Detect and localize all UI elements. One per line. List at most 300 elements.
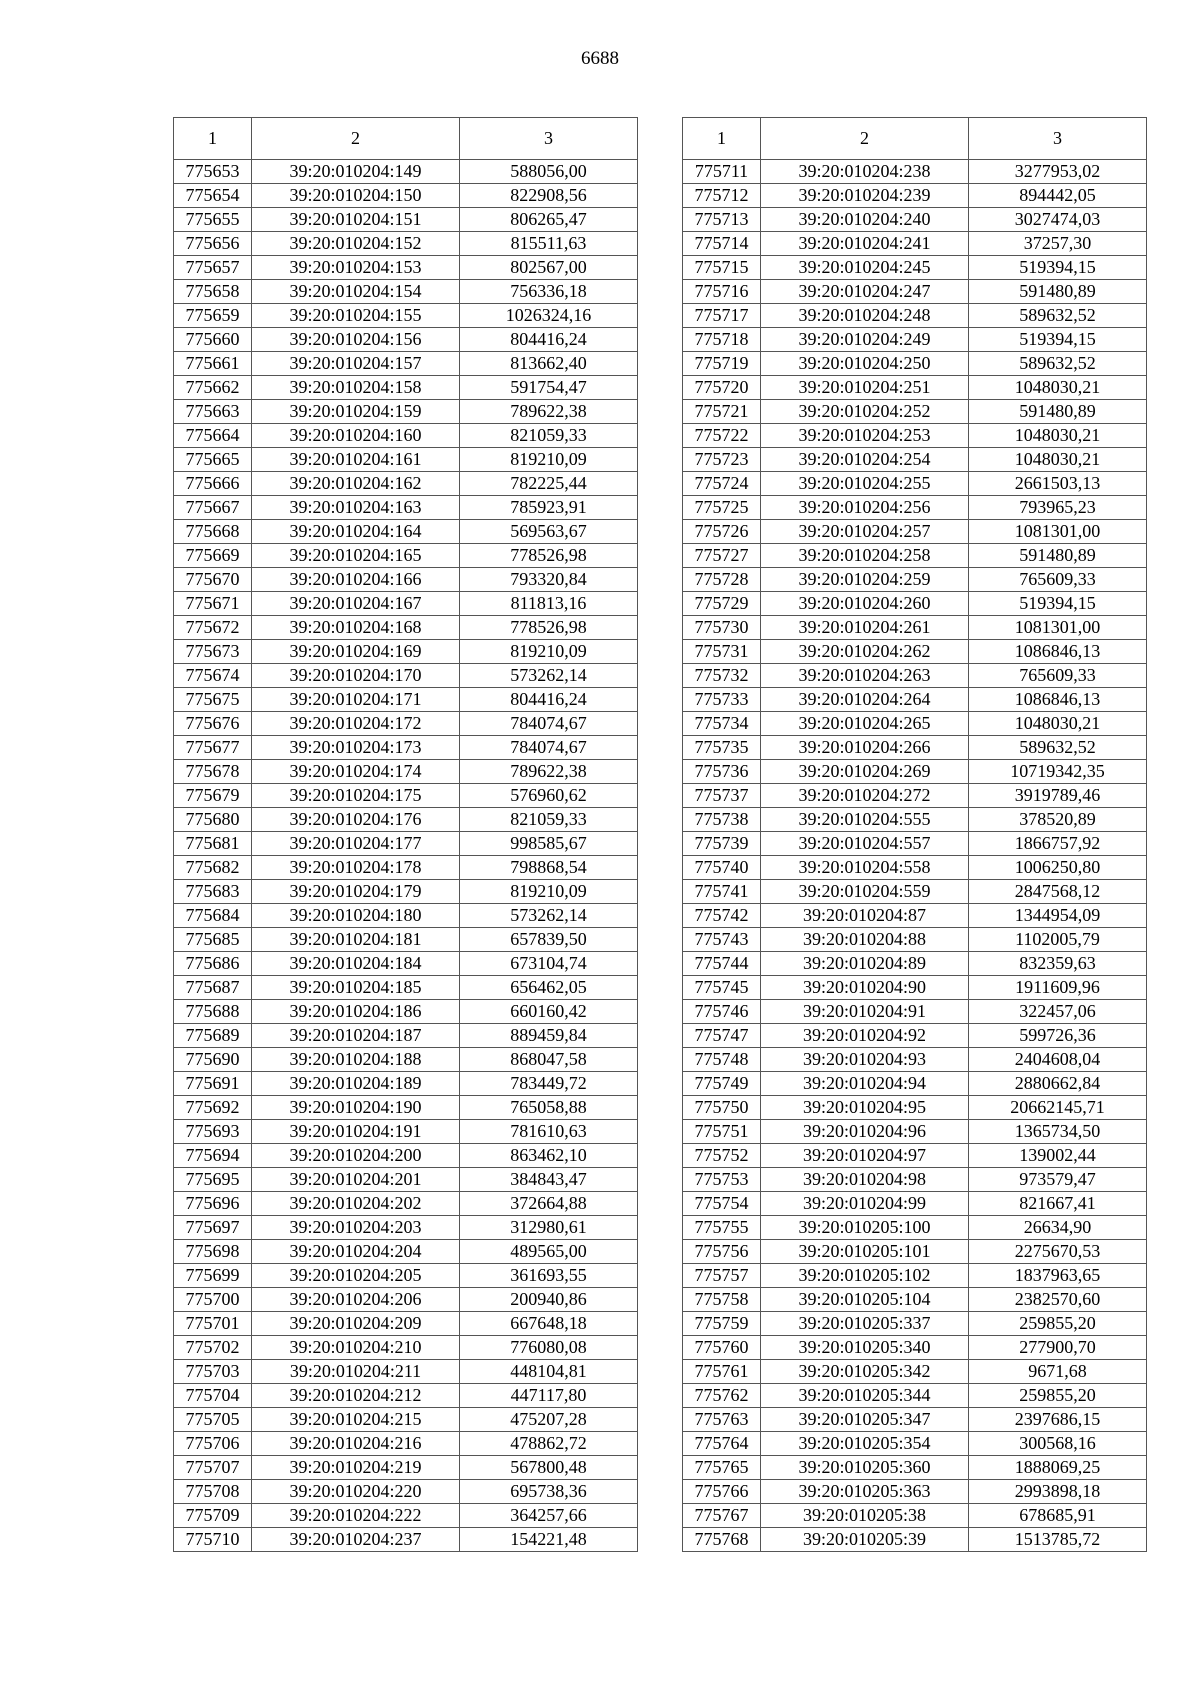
cell-number: 775736 bbox=[683, 760, 761, 784]
cell-cadastral-id: 39:20:010204:150 bbox=[252, 184, 460, 208]
cell-cadastral-id: 39:20:010205:363 bbox=[761, 1480, 969, 1504]
cell-value: 813662,40 bbox=[460, 352, 638, 376]
table-row bbox=[683, 616, 1147, 640]
page-number: 6688 bbox=[581, 48, 619, 69]
table-row bbox=[174, 400, 638, 424]
cell-number: 775721 bbox=[683, 400, 761, 424]
cell-cadastral-id: 39:20:010205:342 bbox=[761, 1360, 969, 1384]
table-row bbox=[683, 784, 1147, 808]
cell-cadastral-id: 39:20:010204:212 bbox=[252, 1384, 460, 1408]
cell-number: 775680 bbox=[174, 808, 252, 832]
table-row bbox=[683, 1408, 1147, 1432]
cell-cadastral-id: 39:20:010204:248 bbox=[761, 304, 969, 328]
table-row bbox=[683, 568, 1147, 592]
cell-cadastral-id: 39:20:010204:247 bbox=[761, 280, 969, 304]
table-row bbox=[683, 1024, 1147, 1048]
table-row bbox=[683, 1504, 1147, 1528]
cell-cadastral-id: 39:20:010204:191 bbox=[252, 1120, 460, 1144]
cell-cadastral-id: 39:20:010204:176 bbox=[252, 808, 460, 832]
cell-value: 1888069,25 bbox=[969, 1456, 1147, 1480]
cell-value: 1026324,16 bbox=[460, 304, 638, 328]
cell-value: 695738,36 bbox=[460, 1480, 638, 1504]
cell-cadastral-id: 39:20:010204:250 bbox=[761, 352, 969, 376]
cell-cadastral-id: 39:20:010204:239 bbox=[761, 184, 969, 208]
cell-cadastral-id: 39:20:010204:177 bbox=[252, 832, 460, 856]
cell-cadastral-id: 39:20:010204:222 bbox=[252, 1504, 460, 1528]
cell-number: 775697 bbox=[174, 1216, 252, 1240]
cell-value: 815511,63 bbox=[460, 232, 638, 256]
cell-number: 775719 bbox=[683, 352, 761, 376]
cell-value: 784074,67 bbox=[460, 712, 638, 736]
cell-value: 804416,24 bbox=[460, 688, 638, 712]
cell-value: 322457,06 bbox=[969, 1000, 1147, 1024]
cell-cadastral-id: 39:20:010205:354 bbox=[761, 1432, 969, 1456]
table-row bbox=[683, 232, 1147, 256]
table-row bbox=[174, 592, 638, 616]
cell-number: 775709 bbox=[174, 1504, 252, 1528]
cell-number: 775712 bbox=[683, 184, 761, 208]
cell-number: 775766 bbox=[683, 1480, 761, 1504]
cell-cadastral-id: 39:20:010204:557 bbox=[761, 832, 969, 856]
table-row bbox=[174, 544, 638, 568]
cell-number: 775656 bbox=[174, 232, 252, 256]
cell-cadastral-id: 39:20:010204:256 bbox=[761, 496, 969, 520]
cell-number: 775732 bbox=[683, 664, 761, 688]
cell-cadastral-id: 39:20:010204:89 bbox=[761, 952, 969, 976]
cell-value: 765058,88 bbox=[460, 1096, 638, 1120]
table-row bbox=[174, 208, 638, 232]
table-row bbox=[683, 208, 1147, 232]
table-row bbox=[683, 688, 1147, 712]
table-row bbox=[683, 352, 1147, 376]
cell-cadastral-id: 39:20:010204:152 bbox=[252, 232, 460, 256]
table-row bbox=[683, 1480, 1147, 1504]
table-row bbox=[683, 1120, 1147, 1144]
cell-number: 775768 bbox=[683, 1528, 761, 1552]
right-data-table bbox=[682, 117, 1147, 1552]
cell-cadastral-id: 39:20:010204:171 bbox=[252, 688, 460, 712]
cell-value: 656462,05 bbox=[460, 976, 638, 1000]
cell-number: 775722 bbox=[683, 424, 761, 448]
table-row bbox=[174, 832, 638, 856]
cell-cadastral-id: 39:20:010204:99 bbox=[761, 1192, 969, 1216]
table-row bbox=[174, 184, 638, 208]
cell-value: 2397686,15 bbox=[969, 1408, 1147, 1432]
cell-number: 775764 bbox=[683, 1432, 761, 1456]
cell-value: 1048030,21 bbox=[969, 448, 1147, 472]
table-row bbox=[174, 1048, 638, 1072]
cell-cadastral-id: 39:20:010204:209 bbox=[252, 1312, 460, 1336]
cell-number: 775731 bbox=[683, 640, 761, 664]
cell-number: 775758 bbox=[683, 1288, 761, 1312]
cell-number: 775655 bbox=[174, 208, 252, 232]
cell-value: 819210,09 bbox=[460, 640, 638, 664]
table-row bbox=[174, 760, 638, 784]
cell-number: 775658 bbox=[174, 280, 252, 304]
table-row bbox=[174, 664, 638, 688]
cell-number: 775733 bbox=[683, 688, 761, 712]
cell-cadastral-id: 39:20:010204:201 bbox=[252, 1168, 460, 1192]
cell-value: 1837963,65 bbox=[969, 1264, 1147, 1288]
cell-value: 591754,47 bbox=[460, 376, 638, 400]
table-row bbox=[683, 1000, 1147, 1024]
cell-value: 300568,16 bbox=[969, 1432, 1147, 1456]
cell-number: 775699 bbox=[174, 1264, 252, 1288]
table-row bbox=[683, 184, 1147, 208]
cell-value: 3027474,03 bbox=[969, 208, 1147, 232]
cell-cadastral-id: 39:20:010204:190 bbox=[252, 1096, 460, 1120]
table-row bbox=[683, 1144, 1147, 1168]
column-header-number: 1 bbox=[683, 118, 761, 160]
cell-cadastral-id: 39:20:010204:220 bbox=[252, 1480, 460, 1504]
cell-number: 775737 bbox=[683, 784, 761, 808]
cell-value: 569563,67 bbox=[460, 520, 638, 544]
cell-value: 657839,50 bbox=[460, 928, 638, 952]
cell-cadastral-id: 39:20:010204:210 bbox=[252, 1336, 460, 1360]
cell-cadastral-id: 39:20:010204:92 bbox=[761, 1024, 969, 1048]
table-row bbox=[683, 304, 1147, 328]
cell-value: 765609,33 bbox=[969, 568, 1147, 592]
cell-number: 775683 bbox=[174, 880, 252, 904]
cell-cadastral-id: 39:20:010204:254 bbox=[761, 448, 969, 472]
cell-number: 775672 bbox=[174, 616, 252, 640]
cell-value: 785923,91 bbox=[460, 496, 638, 520]
cell-value: 973579,47 bbox=[969, 1168, 1147, 1192]
cell-cadastral-id: 39:20:010204:261 bbox=[761, 616, 969, 640]
cell-cadastral-id: 39:20:010204:185 bbox=[252, 976, 460, 1000]
cell-value: 2404608,04 bbox=[969, 1048, 1147, 1072]
cell-number: 775695 bbox=[174, 1168, 252, 1192]
table-row bbox=[174, 496, 638, 520]
table-row bbox=[174, 352, 638, 376]
table-row bbox=[174, 1432, 638, 1456]
cell-value: 519394,15 bbox=[969, 328, 1147, 352]
cell-value: 1344954,09 bbox=[969, 904, 1147, 928]
cell-number: 775741 bbox=[683, 880, 761, 904]
cell-value: 778526,98 bbox=[460, 616, 638, 640]
cell-number: 775753 bbox=[683, 1168, 761, 1192]
cell-number: 775668 bbox=[174, 520, 252, 544]
cell-cadastral-id: 39:20:010204:91 bbox=[761, 1000, 969, 1024]
table-row bbox=[174, 712, 638, 736]
cell-value: 789622,38 bbox=[460, 760, 638, 784]
cell-cadastral-id: 39:20:010204:238 bbox=[761, 160, 969, 184]
cell-value: 2275670,53 bbox=[969, 1240, 1147, 1264]
table-row bbox=[174, 256, 638, 280]
header-row bbox=[174, 118, 638, 160]
table-row bbox=[174, 1336, 638, 1360]
cell-number: 775726 bbox=[683, 520, 761, 544]
cell-number: 775659 bbox=[174, 304, 252, 328]
cell-number: 775686 bbox=[174, 952, 252, 976]
cell-cadastral-id: 39:20:010204:211 bbox=[252, 1360, 460, 1384]
table-row bbox=[683, 328, 1147, 352]
cell-cadastral-id: 39:20:010205:347 bbox=[761, 1408, 969, 1432]
table-row bbox=[174, 1408, 638, 1432]
cell-number: 775704 bbox=[174, 1384, 252, 1408]
cell-value: 259855,20 bbox=[969, 1312, 1147, 1336]
cell-cadastral-id: 39:20:010204:93 bbox=[761, 1048, 969, 1072]
cell-number: 775707 bbox=[174, 1456, 252, 1480]
cell-number: 775754 bbox=[683, 1192, 761, 1216]
cell-number: 775671 bbox=[174, 592, 252, 616]
cell-value: 802567,00 bbox=[460, 256, 638, 280]
table-row bbox=[683, 592, 1147, 616]
table-row bbox=[174, 1168, 638, 1192]
cell-number: 775738 bbox=[683, 808, 761, 832]
cell-value: 784074,67 bbox=[460, 736, 638, 760]
cell-cadastral-id: 39:20:010204:153 bbox=[252, 256, 460, 280]
cell-cadastral-id: 39:20:010204:165 bbox=[252, 544, 460, 568]
cell-cadastral-id: 39:20:010205:337 bbox=[761, 1312, 969, 1336]
cell-number: 775734 bbox=[683, 712, 761, 736]
cell-number: 775715 bbox=[683, 256, 761, 280]
cell-cadastral-id: 39:20:010204:187 bbox=[252, 1024, 460, 1048]
cell-cadastral-id: 39:20:010204:161 bbox=[252, 448, 460, 472]
column-header-value: 3 bbox=[969, 118, 1147, 160]
table-row bbox=[683, 1072, 1147, 1096]
table-row bbox=[683, 400, 1147, 424]
cell-cadastral-id: 39:20:010204:163 bbox=[252, 496, 460, 520]
cell-value: 589632,52 bbox=[969, 352, 1147, 376]
cell-number: 775714 bbox=[683, 232, 761, 256]
cell-value: 756336,18 bbox=[460, 280, 638, 304]
cell-number: 775760 bbox=[683, 1336, 761, 1360]
table-row bbox=[683, 1456, 1147, 1480]
cell-cadastral-id: 39:20:010204:266 bbox=[761, 736, 969, 760]
cell-value: 591480,89 bbox=[969, 544, 1147, 568]
cell-cadastral-id: 39:20:010204:204 bbox=[252, 1240, 460, 1264]
cell-value: 811813,16 bbox=[460, 592, 638, 616]
table-row bbox=[174, 328, 638, 352]
cell-value: 277900,70 bbox=[969, 1336, 1147, 1360]
cell-number: 775657 bbox=[174, 256, 252, 280]
table-row bbox=[683, 880, 1147, 904]
cell-number: 775730 bbox=[683, 616, 761, 640]
cell-value: 2661503,13 bbox=[969, 472, 1147, 496]
table-row bbox=[683, 1336, 1147, 1360]
cell-value: 384843,47 bbox=[460, 1168, 638, 1192]
table-row bbox=[683, 1240, 1147, 1264]
cell-number: 775682 bbox=[174, 856, 252, 880]
cell-cadastral-id: 39:20:010204:240 bbox=[761, 208, 969, 232]
cell-value: 139002,44 bbox=[969, 1144, 1147, 1168]
cell-cadastral-id: 39:20:010204:173 bbox=[252, 736, 460, 760]
cell-value: 1866757,92 bbox=[969, 832, 1147, 856]
cell-value: 1006250,80 bbox=[969, 856, 1147, 880]
cell-cadastral-id: 39:20:010204:251 bbox=[761, 376, 969, 400]
table-row bbox=[174, 688, 638, 712]
cell-cadastral-id: 39:20:010204:87 bbox=[761, 904, 969, 928]
cell-number: 775708 bbox=[174, 1480, 252, 1504]
cell-value: 1102005,79 bbox=[969, 928, 1147, 952]
cell-value: 782225,44 bbox=[460, 472, 638, 496]
cell-number: 775728 bbox=[683, 568, 761, 592]
cell-cadastral-id: 39:20:010204:180 bbox=[252, 904, 460, 928]
table-body bbox=[174, 160, 638, 1552]
cell-number: 775759 bbox=[683, 1312, 761, 1336]
cell-number: 775693 bbox=[174, 1120, 252, 1144]
cell-value: 361693,55 bbox=[460, 1264, 638, 1288]
cell-value: 894442,05 bbox=[969, 184, 1147, 208]
table-row bbox=[683, 496, 1147, 520]
cell-cadastral-id: 39:20:010204:96 bbox=[761, 1120, 969, 1144]
cell-value: 37257,30 bbox=[969, 232, 1147, 256]
cell-number: 775689 bbox=[174, 1024, 252, 1048]
cell-value: 793965,23 bbox=[969, 496, 1147, 520]
cell-value: 589632,52 bbox=[969, 304, 1147, 328]
cell-number: 775761 bbox=[683, 1360, 761, 1384]
cell-number: 775665 bbox=[174, 448, 252, 472]
cell-cadastral-id: 39:20:010205:344 bbox=[761, 1384, 969, 1408]
cell-cadastral-id: 39:20:010204:174 bbox=[252, 760, 460, 784]
cell-value: 372664,88 bbox=[460, 1192, 638, 1216]
cell-number: 775717 bbox=[683, 304, 761, 328]
cell-value: 519394,15 bbox=[969, 256, 1147, 280]
cell-value: 588056,00 bbox=[460, 160, 638, 184]
table-row bbox=[174, 1240, 638, 1264]
table-row bbox=[174, 568, 638, 592]
table-row bbox=[174, 1288, 638, 1312]
left-data-table bbox=[173, 117, 638, 1552]
cell-number: 775653 bbox=[174, 160, 252, 184]
cell-cadastral-id: 39:20:010205:102 bbox=[761, 1264, 969, 1288]
table-row bbox=[683, 712, 1147, 736]
cell-value: 519394,15 bbox=[969, 592, 1147, 616]
table-row bbox=[174, 808, 638, 832]
cell-cadastral-id: 39:20:010204:200 bbox=[252, 1144, 460, 1168]
cell-value: 10719342,35 bbox=[969, 760, 1147, 784]
cell-cadastral-id: 39:20:010205:101 bbox=[761, 1240, 969, 1264]
table-row bbox=[683, 736, 1147, 760]
table-row bbox=[683, 1312, 1147, 1336]
cell-value: 378520,89 bbox=[969, 808, 1147, 832]
table-row bbox=[174, 1480, 638, 1504]
cell-number: 775703 bbox=[174, 1360, 252, 1384]
table-row bbox=[683, 904, 1147, 928]
cell-value: 200940,86 bbox=[460, 1288, 638, 1312]
cell-value: 1048030,21 bbox=[969, 424, 1147, 448]
table-row bbox=[174, 1072, 638, 1096]
cell-number: 775705 bbox=[174, 1408, 252, 1432]
cell-value: 789622,38 bbox=[460, 400, 638, 424]
cell-cadastral-id: 39:20:010204:151 bbox=[252, 208, 460, 232]
cell-value: 448104,81 bbox=[460, 1360, 638, 1384]
cell-cadastral-id: 39:20:010204:205 bbox=[252, 1264, 460, 1288]
cell-cadastral-id: 39:20:010204:241 bbox=[761, 232, 969, 256]
cell-value: 821059,33 bbox=[460, 424, 638, 448]
cell-value: 2847568,12 bbox=[969, 880, 1147, 904]
cell-value: 804416,24 bbox=[460, 328, 638, 352]
cell-cadastral-id: 39:20:010204:202 bbox=[252, 1192, 460, 1216]
table-row bbox=[174, 904, 638, 928]
cell-number: 775694 bbox=[174, 1144, 252, 1168]
cell-value: 1086846,13 bbox=[969, 688, 1147, 712]
cell-number: 775690 bbox=[174, 1048, 252, 1072]
cell-number: 775706 bbox=[174, 1432, 252, 1456]
cell-value: 1086846,13 bbox=[969, 640, 1147, 664]
table-row bbox=[683, 160, 1147, 184]
cell-number: 775744 bbox=[683, 952, 761, 976]
cell-value: 475207,28 bbox=[460, 1408, 638, 1432]
table-row bbox=[683, 640, 1147, 664]
cell-number: 775677 bbox=[174, 736, 252, 760]
cell-value: 868047,58 bbox=[460, 1048, 638, 1072]
cell-number: 775687 bbox=[174, 976, 252, 1000]
cell-number: 775718 bbox=[683, 328, 761, 352]
cell-value: 489565,00 bbox=[460, 1240, 638, 1264]
cell-value: 26634,90 bbox=[969, 1216, 1147, 1240]
table-row bbox=[683, 1096, 1147, 1120]
cell-value: 20662145,71 bbox=[969, 1096, 1147, 1120]
cell-cadastral-id: 39:20:010204:249 bbox=[761, 328, 969, 352]
cell-value: 1513785,72 bbox=[969, 1528, 1147, 1552]
table-row bbox=[174, 160, 638, 184]
table-row bbox=[174, 1000, 638, 1024]
cell-cadastral-id: 39:20:010204:186 bbox=[252, 1000, 460, 1024]
cell-value: 591480,89 bbox=[969, 400, 1147, 424]
cell-cadastral-id: 39:20:010204:559 bbox=[761, 880, 969, 904]
table-row bbox=[683, 520, 1147, 544]
cell-value: 889459,84 bbox=[460, 1024, 638, 1048]
cell-value: 776080,08 bbox=[460, 1336, 638, 1360]
table-body bbox=[683, 160, 1147, 1552]
table-row bbox=[174, 1456, 638, 1480]
cell-number: 775660 bbox=[174, 328, 252, 352]
table-row bbox=[174, 880, 638, 904]
cell-cadastral-id: 39:20:010204:555 bbox=[761, 808, 969, 832]
cell-number: 775729 bbox=[683, 592, 761, 616]
cell-number: 775666 bbox=[174, 472, 252, 496]
cell-number: 775745 bbox=[683, 976, 761, 1000]
cell-value: 478862,72 bbox=[460, 1432, 638, 1456]
cell-value: 1365734,50 bbox=[969, 1120, 1147, 1144]
table-row bbox=[174, 1216, 638, 1240]
table-row bbox=[174, 1024, 638, 1048]
cell-value: 1048030,21 bbox=[969, 376, 1147, 400]
cell-number: 775746 bbox=[683, 1000, 761, 1024]
cell-cadastral-id: 39:20:010204:260 bbox=[761, 592, 969, 616]
cell-cadastral-id: 39:20:010204:157 bbox=[252, 352, 460, 376]
cell-cadastral-id: 39:20:010204:169 bbox=[252, 640, 460, 664]
cell-value: 567800,48 bbox=[460, 1456, 638, 1480]
table-row bbox=[174, 304, 638, 328]
table-row bbox=[174, 1120, 638, 1144]
cell-cadastral-id: 39:20:010204:259 bbox=[761, 568, 969, 592]
cell-number: 775678 bbox=[174, 760, 252, 784]
cell-value: 660160,42 bbox=[460, 1000, 638, 1024]
cell-value: 806265,47 bbox=[460, 208, 638, 232]
cell-cadastral-id: 39:20:010204:167 bbox=[252, 592, 460, 616]
cell-number: 775749 bbox=[683, 1072, 761, 1096]
table-row bbox=[683, 1264, 1147, 1288]
cell-number: 775716 bbox=[683, 280, 761, 304]
cell-number: 775681 bbox=[174, 832, 252, 856]
table-row bbox=[683, 256, 1147, 280]
cell-value: 798868,54 bbox=[460, 856, 638, 880]
table-row bbox=[174, 448, 638, 472]
table-row bbox=[174, 232, 638, 256]
cell-number: 775667 bbox=[174, 496, 252, 520]
cell-number: 775676 bbox=[174, 712, 252, 736]
cell-value: 998585,67 bbox=[460, 832, 638, 856]
cell-value: 783449,72 bbox=[460, 1072, 638, 1096]
cell-number: 775674 bbox=[174, 664, 252, 688]
cell-number: 775752 bbox=[683, 1144, 761, 1168]
cell-value: 1048030,21 bbox=[969, 712, 1147, 736]
cell-number: 775755 bbox=[683, 1216, 761, 1240]
cell-cadastral-id: 39:20:010204:263 bbox=[761, 664, 969, 688]
